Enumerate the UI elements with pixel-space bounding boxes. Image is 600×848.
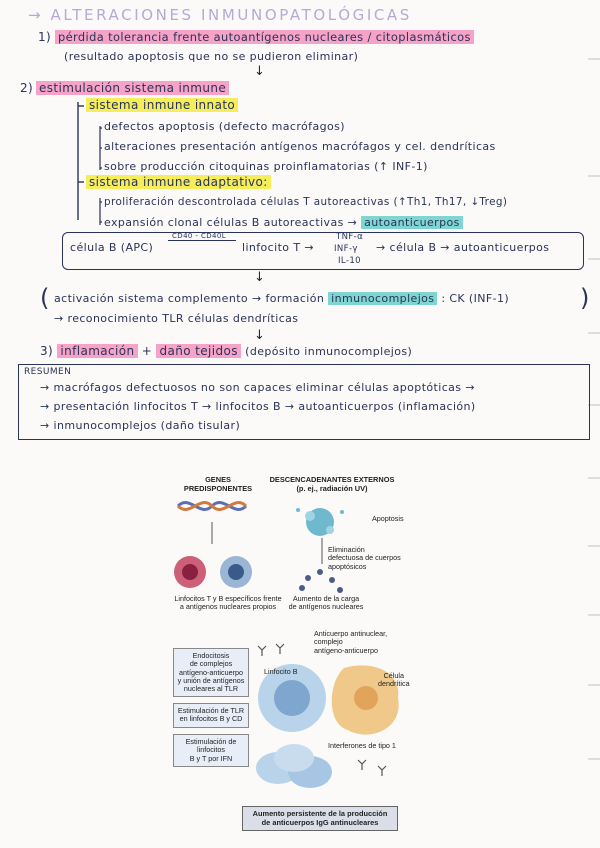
down-arrow-2: ↓ xyxy=(254,270,265,285)
fig-external-label: DESCENCADENANTES EXTERNOS (p. ej., radiación UV) xyxy=(269,475,395,493)
binder-mark xyxy=(588,58,600,60)
page-title: → ALTERACIONES INMUNOPATOLÓGICAS xyxy=(28,6,412,24)
cytokine-inf: INF-γ xyxy=(334,244,358,254)
adaptive-item2-prefix: expansión clonal células B autoreactivas → xyxy=(104,216,358,229)
fig-genes-label: GENES PREDISPONENTES xyxy=(183,475,253,493)
section-3-row xyxy=(40,344,412,358)
cytokine-tnf: TNF-α xyxy=(336,232,364,242)
fig-lymph-label: Linfocitos T y B específicos frente a antígenos nucleares propios xyxy=(174,594,282,612)
fig-interferon-label: Interferones de tipo 1 xyxy=(328,741,396,750)
paren-right: ) xyxy=(580,284,590,312)
fig-box-endocytosis: Endocitosis de complejos antígeno-anticuerpo y unión de antígenos nucleares al TLR xyxy=(173,648,249,697)
summary-line: → macrófagos defectuosos no son capaces eliminar células apoptóticas → xyxy=(40,381,475,394)
fig-dendritic-label: Célula dendrítica xyxy=(378,671,410,689)
section-1-line1: pérdida tolerancia frente autoantígenos nucleares / citoplasmáticos xyxy=(55,30,474,44)
fig-antibody-label: Anticuerpo antinuclear, complejo antígeno-anticuerpo xyxy=(314,629,388,655)
down-arrow-3: ↓ xyxy=(254,328,265,343)
fig-load-label: Aumento de la carga de antígenos nucleares xyxy=(288,594,364,612)
binder-mark xyxy=(588,684,600,686)
innate-item: defectos apoptosis (defecto macrófagos) xyxy=(104,120,345,133)
immunocomplex-highlight: inmunocomplejos xyxy=(328,292,437,305)
cell-b-label: célula B (APC) xyxy=(70,241,154,254)
section-2-heading: estimulación sistema inmune xyxy=(36,81,229,95)
inflammation-highlight: inflamación xyxy=(57,344,137,358)
plus-sign: + xyxy=(141,344,153,358)
section-2-number: 2) xyxy=(20,81,34,95)
adaptive-item xyxy=(104,216,463,229)
cytokine-il10: IL-10 xyxy=(338,256,361,266)
fig-bcell-label: Linfocito B xyxy=(264,667,298,676)
box-result: → célula B → autoanticuerpos xyxy=(376,241,550,254)
dna-icon xyxy=(178,503,246,510)
binder-mark xyxy=(588,175,600,177)
complement-line2: → reconocimiento TLR células dendríticas xyxy=(54,312,299,325)
binder-mark xyxy=(588,545,600,547)
section-1-number: 1) xyxy=(38,30,52,44)
innate-item: sobre producción citoquinas proinflamatorias (↑ INF-1) xyxy=(104,160,428,173)
section-3-suffix: (depósito inmunocomplejos) xyxy=(245,345,413,358)
section-1-line2: (resultado apoptosis que no se pudieron eliminar) xyxy=(64,50,359,63)
binder-mark xyxy=(588,477,600,479)
autoantibodies-highlight: autoanticuerpos xyxy=(361,216,463,229)
fig-box-ifn: Estimulación de linfocitos B y T por IFN xyxy=(173,734,249,767)
tissue-damage-highlight: daño tejidos xyxy=(156,344,241,358)
fig-middle-illustration xyxy=(248,640,428,790)
linfocito-t-label: linfocito T → xyxy=(242,241,314,254)
binder-mark xyxy=(588,614,600,616)
adaptive-item: proliferación descontrolada células T autoreactivas (↑Th1, Th17, ↓Treg) xyxy=(104,196,508,208)
complement-prefix: activación sistema complemento → formación xyxy=(54,292,325,305)
cd40-label: CD40 - CD40L xyxy=(172,232,227,240)
fig-box-tlr: Estimulación de TLR en linfocitos B y CD xyxy=(173,703,249,728)
summary-line: → inmunocomplejos (daño tisular) xyxy=(40,419,241,432)
adaptive-title: sistema inmune adaptativo: xyxy=(86,175,271,189)
complement-suffix: : CK (INF-1) xyxy=(441,292,510,305)
paren-left: ( xyxy=(40,284,50,312)
fig-apoptosis-label: Apoptosis xyxy=(372,514,404,523)
innate-title: sistema inmune innato xyxy=(86,98,238,112)
summary-line: → presentación linfocitos T → linfocitos B → autoanticuerpos (inflamación) xyxy=(40,400,476,413)
bracket-lines xyxy=(62,100,102,230)
summary-title: RESUMEN xyxy=(24,367,72,377)
fig-final-box: Aumento persistente de la producción de anticuerpos IgG antinucleares xyxy=(242,806,398,831)
binder-mark xyxy=(588,332,600,334)
binder-mark xyxy=(588,758,600,760)
cd40-arrow xyxy=(168,240,236,241)
section-3-number: 3) xyxy=(40,344,54,358)
innate-item: alteraciones presentación antígenos macrófagos y cel. dendríticas xyxy=(104,140,496,153)
binder-mark xyxy=(588,258,600,260)
down-arrow-1: ↓ xyxy=(254,64,265,79)
fig-elimination-label: Eliminación defectuosa de cuerpos apoptósicos xyxy=(328,545,401,571)
complement-line1 xyxy=(54,292,509,305)
